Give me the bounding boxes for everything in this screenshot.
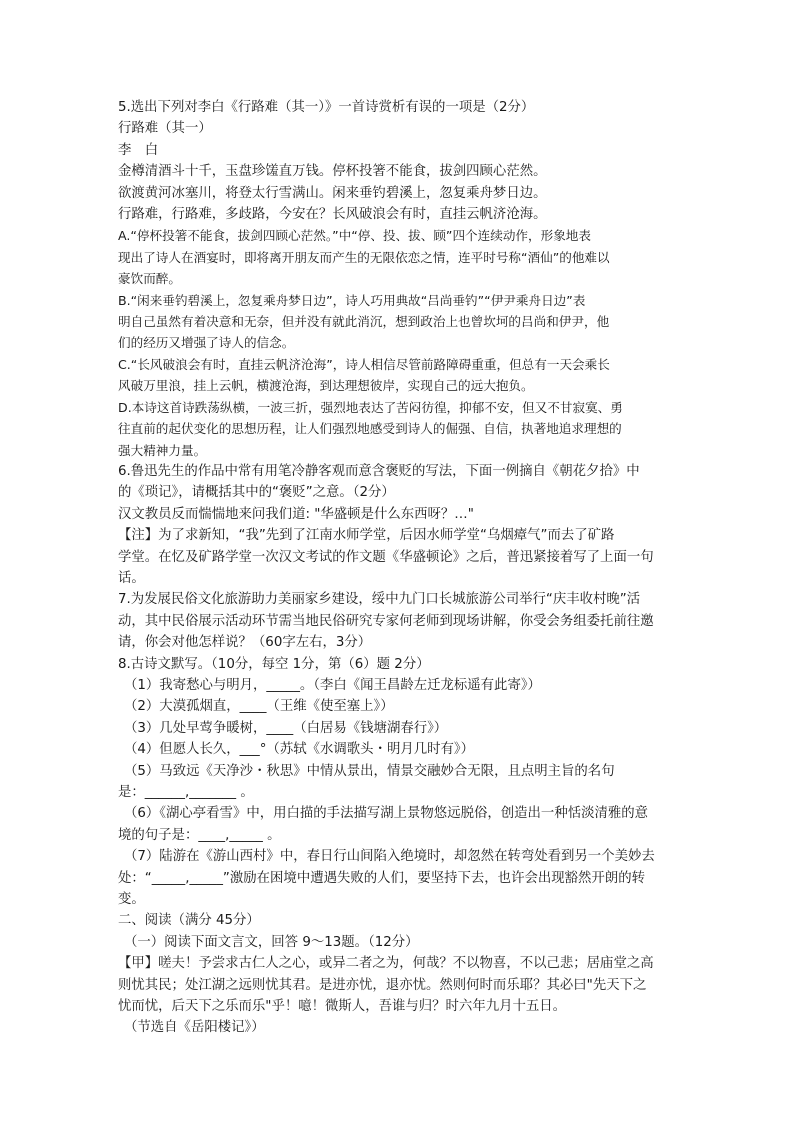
- text-line: 6.鲁迅先生的作品中常有用笔冷静客观而意含褒贬的写法，下面一例摘自《朝花夕拾》中: [118, 463, 640, 479]
- text-line: （4）但愿人长久，___°（苏轼《水调歌头・明月几时有》）: [124, 742, 474, 758]
- text-line: 李 白: [118, 142, 159, 158]
- text-line: 行路难（其一）: [118, 121, 212, 137]
- text-line: 欲渡黄河冰塞川，将登太行雪满山。闲来垂钓碧溪上，忽复乘舟梦日边。: [118, 185, 547, 201]
- text-line: 5.选出下列对李白《行路难（其一）》一首诗赏析有误的一项是（2分）: [118, 100, 535, 115]
- text-line: （5）马致远《天净沙・秋思》中情从景出，情景交融妙合无限，且点明主旨的名句: [124, 763, 615, 779]
- text-line: 金樽清酒斗十千，玉盘珍馐直万钱。停杯投箸不能食，拔剑四顾心茫然。: [118, 164, 547, 180]
- text-line: 【注】为了求新知，“我”先到了江南水师学堂，后因水师学堂“乌烟瘴气”而去了矿路: [118, 528, 615, 544]
- text-line: 豪饮而醉。: [118, 271, 181, 287]
- text-line: 往直前的起伏变化的思想历程，让人们强烈地感受到诗人的倔强、自信，执著地追求理想的: [118, 421, 622, 437]
- text-line: 是：______,_______ 。: [118, 785, 254, 800]
- text-line: 变。: [118, 892, 145, 908]
- text-line: 现出了诗人在酒宴时，即将离开朋友而产生的无限依恋之情，连平时号称“酒仙”的他难以: [118, 249, 610, 265]
- text-line: 们的经历又增强了诗人的信念。: [118, 335, 295, 351]
- text-line: （3）几处早莺争暖树，____（白居易《钱塘湖春行》）: [124, 720, 448, 736]
- text-line: （2）大漠孤烟直，____（王维《使至塞上》）: [124, 699, 394, 715]
- text-line: 二、阅读（满分 45分）: [118, 913, 260, 929]
- text-line: 则忧其民；处江湖之远则忧其君。是进亦忧，退亦忧。然则何时而乐耶？其必曰"先天下之: [118, 977, 647, 993]
- text-line: 【甲】嗟夫！予尝求古仁人之心，或异二者之为，何哉？不以物喜，不以己悲；居庙堂之高: [118, 956, 654, 972]
- text-line: 7.为发展民俗文化旅游助力美丽家乡建设，绥中九门口长城旅游公司举行“庆丰收村晚”活: [118, 592, 641, 608]
- text-line: B.“闲来垂钓碧溪上，忽复乘舟梦日边”，诗人巧用典故“吕尚垂钓”“伊尹乘舟日边”表: [118, 292, 586, 308]
- text-line: 的《琐记》，请概括其中的“褒贬”之意。（2分）: [118, 485, 395, 501]
- text-line: 强大精神力量。: [118, 442, 207, 458]
- text-line: （1）我寄愁心与明月，_____。（李白《闻王昌龄左迁龙标遥有此寄》）: [124, 677, 541, 693]
- text-line: 明自己虽然有着决意和无奈，但并没有就此消沉，想到政治上也曾坎坷的吕尚和伊尹，他: [118, 314, 610, 330]
- text-line: D.本诗这首诗跌荡纵横，一波三折，强烈地表达了苦闷彷徨，抑郁不安，但又不甘寂寞、勇: [118, 399, 623, 415]
- text-line: 动，其中民俗展示活动环节需当地民俗研究专家何老师到现场讲解，你受会务组委托前往邀: [118, 613, 654, 629]
- text-line: 忧而忧，后天下之乐而乐"乎！噫！微斯人，吾谁与归？时六年九月十五日。: [118, 999, 567, 1015]
- text-line: （7）陆游在《游山西村》中，春日行山间陷入绝境时，却忽然在转弯处看到另一个美妙去: [124, 849, 655, 865]
- text-line: 行路难，行路难，多歧路，今安在？长风破浪会有时，直挂云帆济沧海。: [118, 207, 547, 223]
- text-line: A.“停杯投箸不能食，拔剑四顾心茫然。”中“停、投、拔、顾”四个连续动作，形象地表: [118, 228, 591, 244]
- text-line: 请，你会对他怎样说？（60字左右，3分）: [118, 635, 372, 651]
- text-line: 处：“_____,_____”激励在困境中遭遇失败的人们，要坚持下去，也许会出现豁然开朗的转: [118, 870, 645, 886]
- text-line: 境的句子是：____,_____ 。: [118, 827, 281, 843]
- text-line: 话。: [118, 570, 145, 586]
- text-line: 8.古诗文默写。（10分，每空 1分，第（6）题 2分）: [118, 656, 430, 672]
- text-line: 风破万里浪，挂上云帆，横渡沧海，到达理想彼岸，实现自己的远大抱负。: [118, 378, 534, 394]
- text-line: 汉文教员反而惴惴地来问我们道: "华盛顿是什么东西呀？…": [118, 506, 474, 522]
- text-line: （节选自《岳阳楼记》）: [124, 1020, 265, 1036]
- text-line: 学堂。在忆及矿路学堂一次汉文考试的作文题《华盛顿论》之后，普迅紧接着写了上面一句: [118, 549, 654, 565]
- text-line: （一）阅读下面文言文，回答 9～13题。（12分）: [124, 934, 419, 950]
- document-page: [118, 97, 680, 1039]
- text-line: （6）《湖心亭看雪》中，用白描的手法描写湖上景物悠远脱俗，创造出一种恬淡清雅的意: [124, 806, 649, 822]
- text-line: C.“长风破浪会有时，直挂云帆济沧海”，诗人相信尽管前路障碍重重，但总有一天会乘长: [118, 356, 610, 372]
